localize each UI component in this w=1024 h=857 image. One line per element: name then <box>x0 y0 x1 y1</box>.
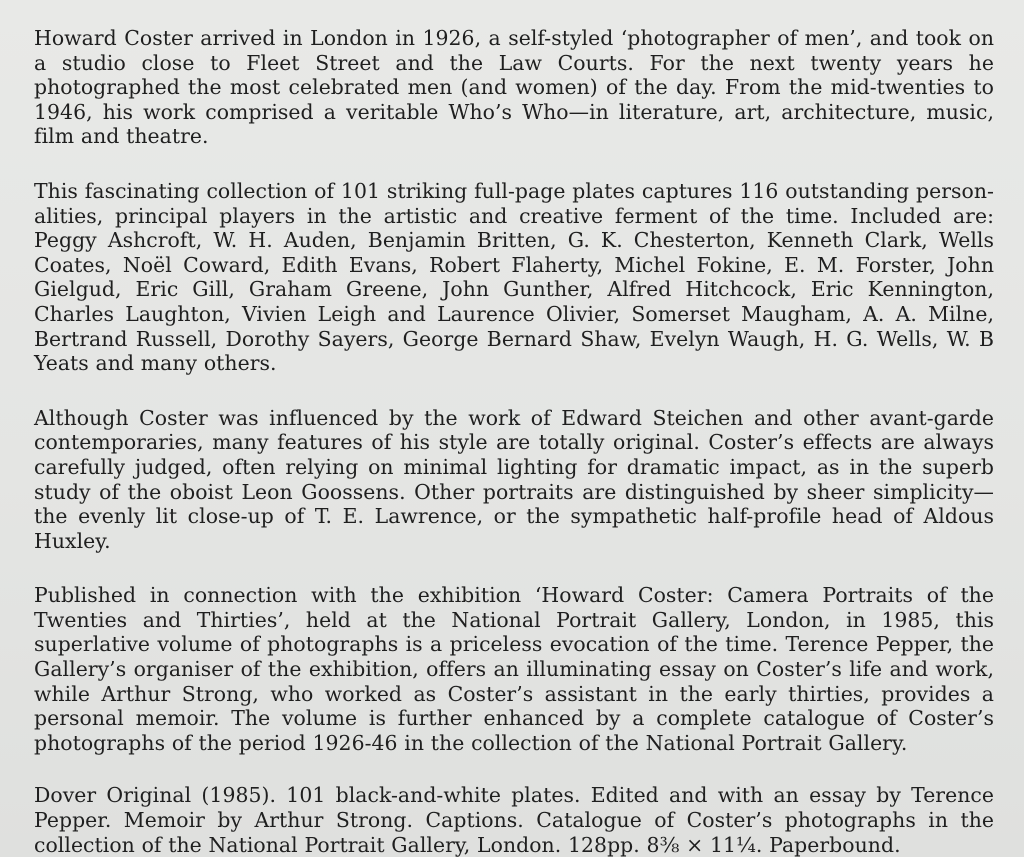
paragraph-exhibition: Published in connection with the exhibition ‘Howard Coster: Camera Portraits of the Twenties and Thirties’, held at the National Portrait Gallery, London, in 1985, this superlative volume of photographs is a priceless evocation of the time. Terence Pepper, the Gallery’s organiser of the exhibition, offers an illuminating essay on Coster’s life and work, while Arthur Strong, who worked as Coster’s assistant in the early thirties, provides a personal memoir. The volume is further enhanced by a complete catalogue of Coster’s photographs of the period 1926-46 in the collection of the National Portrait Gallery. <box>34 583 994 755</box>
paragraph-publication-details: Dover Original (1985). 101 black-and-white plates. Edited and with an essay by Terence Pepper. Memoir by Arthur Strong. Captions. Catalogue of Coster’s photographs in the collection of the National Portrait Gallery, London. 128pp. 8⅜ × 11¼. Paperbound. <box>34 783 994 857</box>
paragraph-collection-contents: This fascinating collection of 101 striking full-page plates captures 116 outstanding person-alities, principal players in the artistic and creative ferment of the time. Included are: Peggy Ashcroft, W. H. Auden, Benjamin Britten, G. K. Chesterton, Kenneth Clark, Wells Coates, Noël Coward, Edith Evans, Robert Flaherty, Michel Fokine, E. M. Forster, John Gielgud, Eric Gill, Graham Greene, John Gunther, Alfred Hitchcock, Eric Kennington, Charles Laughton, Vivien Leigh and Laurence Olivier, Somerset Maugham, A. A. Milne, Bertrand Russell, Dorothy Sayers, George Bernard Shaw, Evelyn Waugh, H. G. Wells, W. B Yeats and many others. <box>34 178 994 376</box>
paragraph-style: Although Coster was influenced by the work of Edward Steichen and other avant-garde contemporaries, many features of his style are totally original. Coster’s effects are always carefully judged, often relying on minimal lighting for dramatic impact, as in the superb study of the oboist Leon Goossens. Other portraits are distinguished by sheer simplicity—the evenly lit close-up of T. E. Lawrence, or the sympathetic half-profile head of Aldous Huxley. <box>34 405 994 553</box>
paragraph-introduction: Howard Coster arrived in London in 1926, a self-styled ‘photographer of men’, and took on a studio close to Fleet Street and the Law Courts. For the next twenty years he photographed the most celebrated men (and women) of the day. From the mid-twenties to 1946, his work comprised a veritable Who’s Who—in literature, art, architecture, music, film and theatre. <box>34 26 994 149</box>
